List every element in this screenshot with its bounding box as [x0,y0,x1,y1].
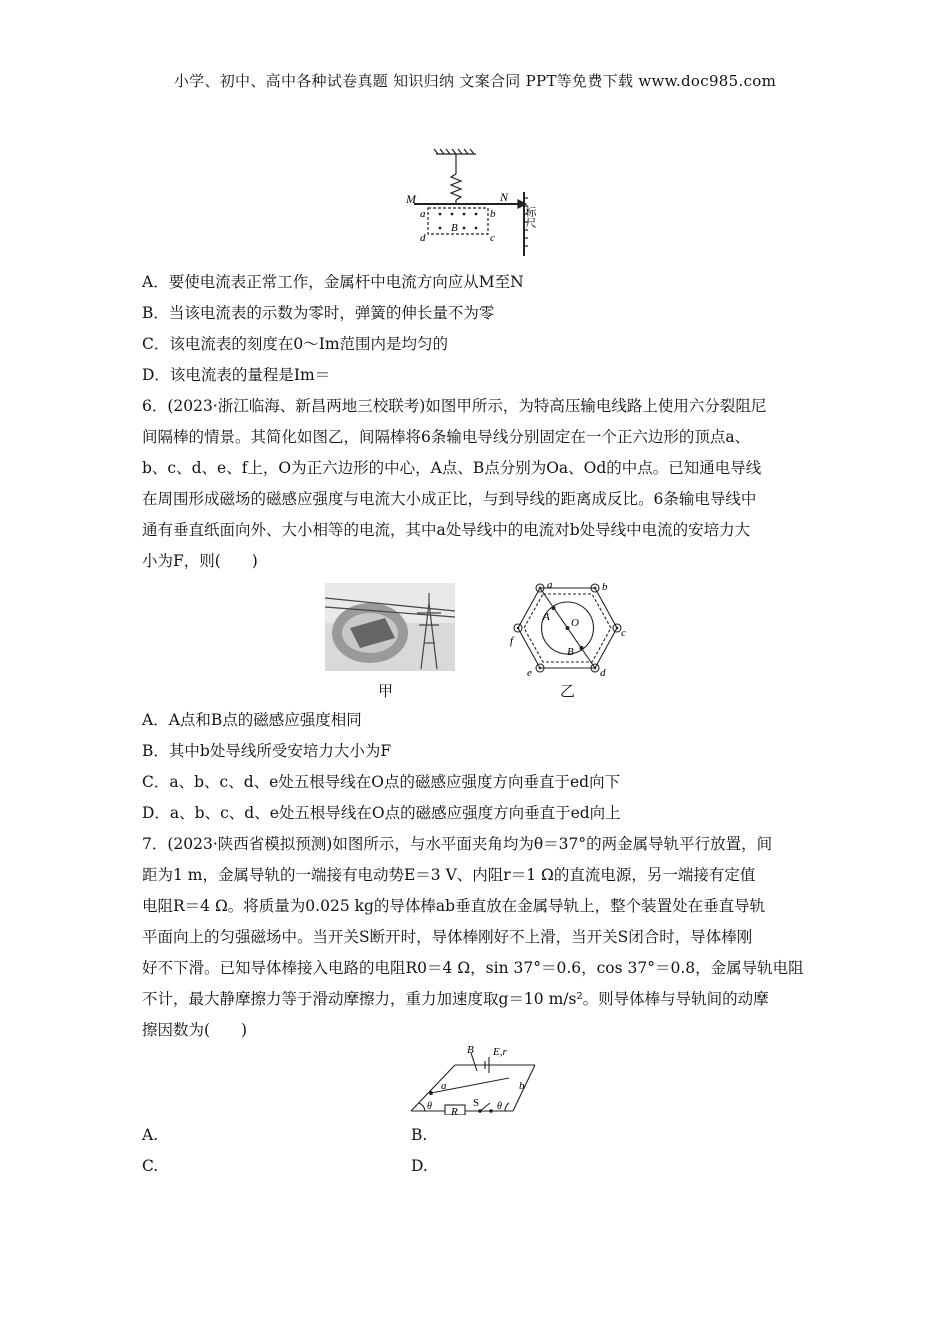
rail-label-R: R [451,1106,458,1115]
label-d: d [420,232,426,244]
q7-line-3: 电阻R＝4 Ω。将质量为0.025 kg的导体棒ab垂直放在金属导轨上，整个装置处在垂直导轨 [142,897,766,915]
rail-label-Er: E,r [493,1046,507,1058]
rail-label-theta-left: θ [427,1101,432,1112]
q7-line-1: 7．(2023·陕西省模拟预测)如图所示，与水平面夹角均为θ＝37°的两金属导轨平行放置，间 [142,835,773,853]
q7-option-c: C. [142,1157,159,1175]
spacer-photo [325,583,455,671]
q7-option-b: B. [411,1126,428,1144]
q7-line-4: 平面向上的匀强磁场中。当开关S断开时，导体棒刚好不上滑，当开关S闭合时，导体棒刚 [142,928,753,946]
hex-label-B: B [567,646,574,658]
hex-label-a: a [547,579,553,591]
q6-line-5: 通有垂直纸面向外、大小相等的电流，其中a处导线中的电流对b处导线中电流的安培力大 [142,521,751,539]
ammeter-spring-figure [400,148,560,258]
hexagon-conductor-figure [505,578,630,680]
q6-option-b: B．其中b处导线所受安培力大小为F [142,742,392,760]
q6-line-1: 6．(2023·浙江临海、新昌两地三校联考)如图甲所示，为特高压输电线路上使用六分裂阻尼 [142,397,767,415]
q7-option-d: D. [411,1157,428,1175]
label-N: N [500,190,509,204]
label-B: B [451,222,458,234]
q7-line-7: 擦因数为( ) [142,1021,248,1039]
q5-option-d: D．该电流表的量程是Im＝ [142,366,331,384]
rail-label-B: B [467,1044,474,1056]
q5-option-b: B．当该电流表的示数为零时，弹簧的伸长量不为零 [142,304,495,322]
hex-label-A: A [543,611,550,623]
label-a: a [420,208,426,220]
q6-line-4: 在周围形成磁场的磁感应强度与电流大小成正比，与到导线的距离成反比。6条输电导线中 [142,490,757,508]
rail-label-a: a [441,1080,447,1092]
rail-label-S: S [473,1097,480,1109]
q6-option-a: A．A点和B点的磁感应强度相同 [142,711,362,729]
q6-line-3: b、c、d、e、f上，O为正六边形的中心，A点、B点分别为Oa、Od的中点。已知通电导线 [142,459,762,477]
hex-label-f: f [510,635,514,647]
q6-option-d: D．a、b、c、d、e处五根导线在O点的磁感应强度方向垂直于ed向上 [142,804,621,822]
inclined-rails-figure [405,1043,545,1115]
label-M: M [406,192,416,206]
page-header: 小学、初中、高中各种试卷真题 知识归纳 文案合同 PPT等免费下载 www.doc985.com [173,72,777,90]
q7-line-6: 不计，最大静摩擦力等于滑动摩擦力，重力加速度取g＝10 m/s²。则导体棒与导轨间的动摩 [142,990,769,1008]
q6-option-c: C．a、b、c、d、e处五根导线在O点的磁感应强度方向垂直于ed向下 [142,773,621,791]
hex-label-c: c [621,627,626,639]
rail-label-theta-right: θ [497,1101,502,1112]
label-ruler: 标尺 [524,206,536,228]
q7-line-5: 好不下滑。已知导体棒接入电路的电阻R0＝4 Ω，sin 37°＝0.6，cos 37°＝0.8，金属导轨电阻 [142,959,804,977]
caption-yi: 乙 [560,682,576,700]
hex-label-b: b [602,581,608,593]
hex-label-d: d [600,667,606,679]
label-b: b [490,208,496,220]
q7-option-a: A. [142,1126,159,1144]
q6-line-6: 小为F，则( ) [142,552,258,570]
label-c: c [490,232,495,244]
q5-option-a: A．要使电流表正常工作，金属杆中电流方向应从M至N [142,273,524,291]
q6-line-2: 间隔棒的情景。其简化如图乙，间隔棒将6条输电导线分别固定在一个正六边形的顶点a、 [142,428,751,446]
hex-label-e: e [527,667,532,679]
q7-line-2: 距为1 m，金属导轨的一端接有电动势E＝3 V、内阻r＝1 Ω的直流电源，另一端接有定值 [142,866,756,884]
rail-label-b: b [519,1080,525,1092]
hex-label-O: O [571,617,579,629]
caption-jia: 甲 [378,682,394,700]
q5-option-c: C．该电流表的刻度在0～Im范围内是均匀的 [142,335,449,353]
